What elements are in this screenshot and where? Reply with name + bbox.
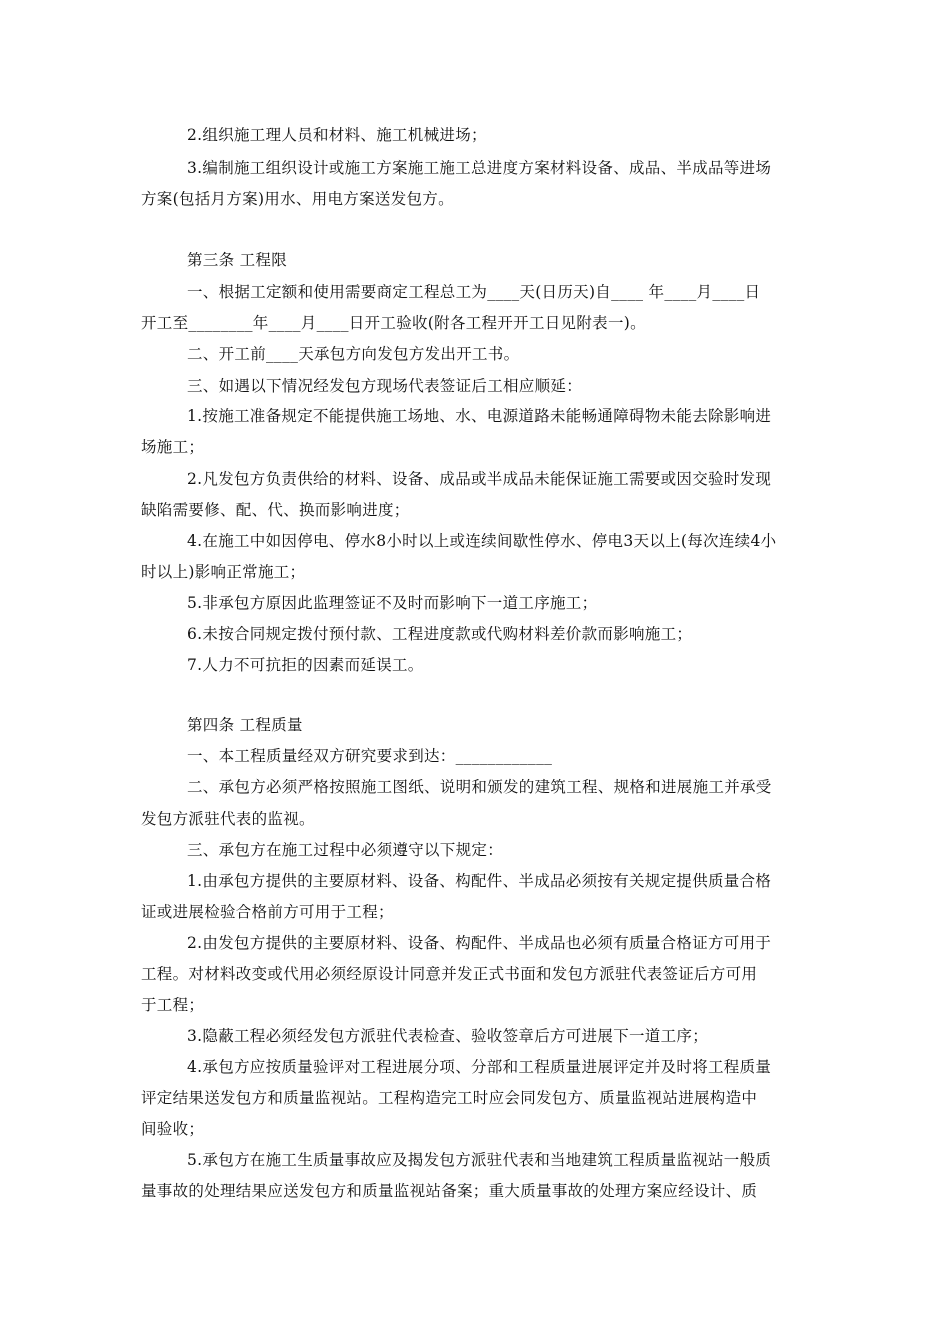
text-line: 于工程；	[141, 996, 205, 1014]
text-line: 4.在施工中如因停电、停水8小时以上或连续间歇性停水、停电3天以上(每次连续4小	[187, 532, 777, 550]
text-line: 三、如遇以下情况经发包方现场代表签证后工相应顺延：	[187, 377, 583, 395]
text-line: 6.未按合同规定拨付预付款、工程进度款或代购材料差价款而影响施工；	[187, 625, 693, 643]
text-line: 证或进展检验合格前方可用于工程；	[141, 903, 394, 921]
text-line: 三、承包方在施工过程中必须遵守以下规定：	[187, 841, 504, 859]
text-line: 方案(包括月方案)用水、用电方案送发包方。	[141, 190, 454, 208]
text-line: 2.组织施工理人员和材料、施工机械进场；	[187, 126, 487, 144]
text-line: 发包方派驻代表的监视。	[141, 810, 315, 828]
text-line: 二、承包方必须严格按照施工图纸、说明和颁发的建筑工程、规格和进展施工并承受	[187, 778, 772, 796]
text-line: 3.隐蔽工程必须经发包方派驻代表检查、验收签章后方可进展下一道工序；	[187, 1027, 708, 1045]
text-line: 二、开工前____天承包方向发包方发出开工书。	[187, 345, 520, 363]
text-line: 2.凡发包方负责供给的材料、设备、成品或半成品未能保证施工需要或因交验时发现	[187, 470, 772, 488]
text-line: 量事故的处理结果应送发包方和质量监视站备案；重大质量事故的处理方案应经设计、质	[141, 1182, 758, 1200]
text-line: 5.非承包方原因此监理签证不及时而影响下一道工序施工；	[187, 594, 598, 612]
text-line: 缺陷需要修、配、代、换而影响进度；	[141, 501, 410, 519]
text-line: 3.编制施工组织设计或施工方案施工施工总进度方案材料设备、成品、半成品等进场	[187, 159, 772, 177]
text-line: 1.按施工准备规定不能提供施工场地、水、电源道路未能畅通障碍物未能去除影响进	[187, 407, 772, 425]
text-line: 5.承包方在施工生质量事故应及揭发包方派驻代表和当地建筑工程质量监视站一般质	[187, 1151, 772, 1169]
text-line: 一、根据工定额和使用需要商定工程总工为____天(日历天)自____ 年____月____日	[187, 283, 761, 301]
text-line: 一、本工程质量经双方研究要求到达：____________	[187, 747, 553, 765]
section-heading: 第四条 工程质量	[187, 716, 303, 734]
text-line: 7.人力不可抗拒的因素而延误工。	[187, 656, 424, 674]
text-line: 场施工；	[141, 438, 205, 456]
section-heading: 第三条 工程限	[187, 251, 288, 269]
text-line: 开工至________年____月____日开工验收(附各工程开开工日见附表一)。	[141, 314, 646, 332]
text-line: 4.承包方应按质量验评对工程进展分项、分部和工程质量进展评定并及时将工程质量	[187, 1058, 772, 1076]
text-line: 间验收；	[141, 1120, 205, 1138]
text-line: 工程。对材料改变或代用必须经原设计同意并发正式书面和发包方派驻代表签证后方可用	[141, 965, 758, 983]
text-line: 时以上)影响正常施工；	[141, 563, 306, 581]
text-line: 2.由发包方提供的主要原材料、设备、构配件、半成品也必须有质量合格证方可用于	[187, 934, 772, 952]
text-line: 评定结果送发包方和质量监视站。工程构造完工时应会同发包方、质量监视站进展构造中	[141, 1089, 758, 1107]
text-line: 1.由承包方提供的主要原材料、设备、构配件、半成品必须按有关规定提供质量合格	[187, 872, 772, 890]
